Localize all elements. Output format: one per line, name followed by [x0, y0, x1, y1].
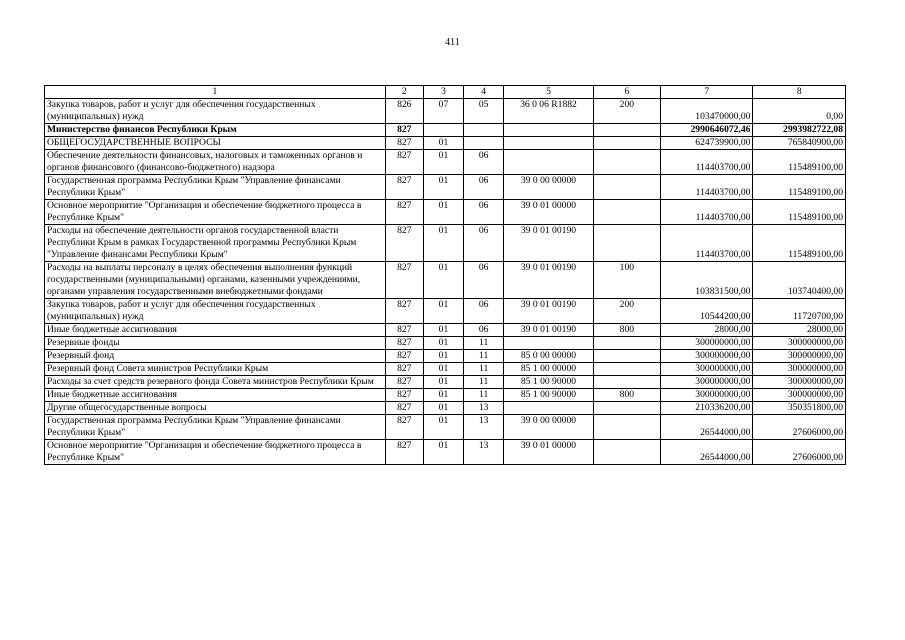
page-number: 411: [445, 37, 460, 48]
row-subsection-cell: 06: [464, 299, 504, 324]
row-section-cell: 01: [423, 376, 463, 389]
table-row: [45, 137, 846, 150]
row-name-cell: Государственная программа Республики Крым "Управление финансами Республики Крым": [45, 415, 386, 440]
row-amount-year1-cell: 10544200,00: [661, 299, 753, 324]
row-admin-code-cell: 827: [385, 324, 423, 337]
row-subsection-cell: 13: [464, 402, 504, 415]
table-row: [45, 150, 846, 175]
row-expense-type-cell: 100: [593, 262, 660, 299]
row-admin-code-cell: 827: [385, 225, 423, 262]
row-expense-type-cell: [593, 200, 660, 225]
row-subsection-cell: 05: [464, 99, 504, 124]
row-amount-year1-cell: 2990646072,46: [661, 124, 753, 137]
table-row: [45, 402, 846, 415]
row-section-cell: 01: [423, 324, 463, 337]
row-section-cell: 01: [423, 440, 463, 465]
row-target-article-cell: 85 0 00 00000: [504, 350, 593, 363]
row-expense-type-cell: 200: [593, 99, 660, 124]
row-amount-year1-cell: 114403700,00: [661, 175, 753, 200]
row-amount-year2-cell: 28000,00: [753, 324, 846, 337]
row-section-cell: [423, 124, 463, 137]
row-expense-type-cell: [593, 137, 660, 150]
row-expense-type-cell: [593, 440, 660, 465]
row-section-cell: 01: [423, 175, 463, 200]
row-expense-type-cell: [593, 225, 660, 262]
row-section-cell: 01: [423, 415, 463, 440]
table-row: [45, 99, 846, 124]
row-section-cell: 01: [423, 137, 463, 150]
row-target-article-cell: 36 0 06 R1882: [504, 99, 593, 124]
row-name-cell: Расходы на выплаты персоналу в целях обеспечения выполнения функций государственными (муниципальными) органами, казенными учреждениями, органами управления государственными внебюджетными фондами: [45, 262, 386, 299]
row-amount-year1-cell: 300000000,00: [661, 376, 753, 389]
row-amount-year2-cell: 115489100,00: [753, 200, 846, 225]
row-subsection-cell: 06: [464, 324, 504, 337]
row-target-article-cell: [504, 150, 593, 175]
col-header-3: 3: [423, 86, 463, 99]
row-amount-year1-cell: 300000000,00: [661, 363, 753, 376]
row-admin-code-cell: 827: [385, 389, 423, 402]
row-amount-year2-cell: 300000000,00: [753, 350, 846, 363]
row-target-article-cell: 39 0 01 00190: [504, 225, 593, 262]
row-target-article-cell: 85 1 00 90000: [504, 389, 593, 402]
row-admin-code-cell: 827: [385, 350, 423, 363]
row-amount-year1-cell: 28000,00: [661, 324, 753, 337]
row-name-cell: Иные бюджетные ассигнования: [45, 324, 386, 337]
row-amount-year2-cell: 115489100,00: [753, 150, 846, 175]
row-amount-year2-cell: 103740400,00: [753, 262, 846, 299]
row-target-article-cell: 39 0 01 00190: [504, 262, 593, 299]
row-expense-type-cell: [593, 175, 660, 200]
row-amount-year2-cell: 27606000,00: [753, 440, 846, 465]
row-subsection-cell: 11: [464, 376, 504, 389]
row-section-cell: 01: [423, 337, 463, 350]
row-expense-type-cell: [593, 363, 660, 376]
row-target-article-cell: 85 1 00 90000: [504, 376, 593, 389]
row-amount-year1-cell: 26544000,00: [661, 440, 753, 465]
row-admin-code-cell: 827: [385, 440, 423, 465]
row-subsection-cell: [464, 137, 504, 150]
row-subsection-cell: 11: [464, 337, 504, 350]
row-target-article-cell: 39 0 01 00190: [504, 324, 593, 337]
row-admin-code-cell: 827: [385, 262, 423, 299]
table-row: [45, 175, 846, 200]
row-admin-code-cell: 827: [385, 200, 423, 225]
row-amount-year1-cell: 300000000,00: [661, 350, 753, 363]
col-header-4: 4: [464, 86, 504, 99]
row-name-cell: Закупка товаров, работ и услуг для обеспечения государственных (муниципальных) нужд: [45, 299, 386, 324]
budget-table: [44, 85, 846, 465]
table-row: [45, 350, 846, 363]
table-row: [45, 389, 846, 402]
row-name-cell: Резервный фонд Совета министров Республики Крым: [45, 363, 386, 376]
row-amount-year1-cell: 300000000,00: [661, 389, 753, 402]
row-target-article-cell: [504, 124, 593, 137]
header-row: [45, 86, 846, 99]
row-subsection-cell: 11: [464, 350, 504, 363]
row-amount-year2-cell: 300000000,00: [753, 389, 846, 402]
row-name-cell: Обеспечение деятельности финансовых, налоговых и таможенных органов и органов финансового (финансово-бюджетного) надзора: [45, 150, 386, 175]
row-admin-code-cell: 827: [385, 124, 423, 137]
table-row: [45, 124, 846, 137]
row-admin-code-cell: 826: [385, 99, 423, 124]
row-admin-code-cell: 827: [385, 376, 423, 389]
table-row: [45, 225, 846, 262]
row-subsection-cell: 06: [464, 225, 504, 262]
col-header-1: 1: [45, 86, 386, 99]
col-header-2: 2: [385, 86, 423, 99]
row-section-cell: 01: [423, 389, 463, 402]
col-header-8: 8: [753, 86, 846, 99]
row-target-article-cell: 39 0 01 00000: [504, 440, 593, 465]
row-section-cell: 01: [423, 262, 463, 299]
row-section-cell: 01: [423, 402, 463, 415]
table-row: [45, 200, 846, 225]
row-name-cell: Резервные фонды: [45, 337, 386, 350]
row-name-cell: Расходы за счет средств резервного фонда Совета министров Республики Крым: [45, 376, 386, 389]
row-admin-code-cell: 827: [385, 363, 423, 376]
col-header-5: 5: [504, 86, 593, 99]
row-subsection-cell: 13: [464, 415, 504, 440]
row-name-cell: Закупка товаров, работ и услуг для обеспечения государственных (муниципальных) нужд: [45, 99, 386, 124]
row-name-cell: Государственная программа Республики Крым "Управление финансами Республики Крым": [45, 175, 386, 200]
row-subsection-cell: [464, 124, 504, 137]
row-section-cell: 01: [423, 363, 463, 376]
table-row: [45, 376, 846, 389]
table-row: [45, 363, 846, 376]
row-admin-code-cell: 827: [385, 415, 423, 440]
row-amount-year2-cell: 27606000,00: [753, 415, 846, 440]
row-expense-type-cell: 200: [593, 299, 660, 324]
row-section-cell: 01: [423, 350, 463, 363]
row-amount-year1-cell: 114403700,00: [661, 225, 753, 262]
row-subsection-cell: 06: [464, 200, 504, 225]
table-row: [45, 324, 846, 337]
row-section-cell: 01: [423, 225, 463, 262]
table-row: [45, 337, 846, 350]
row-expense-type-cell: 800: [593, 324, 660, 337]
row-admin-code-cell: 827: [385, 402, 423, 415]
row-expense-type-cell: [593, 337, 660, 350]
row-amount-year1-cell: 114403700,00: [661, 150, 753, 175]
row-expense-type-cell: [593, 415, 660, 440]
row-amount-year2-cell: 765840900,00: [753, 137, 846, 150]
row-target-article-cell: 39 0 00 00000: [504, 175, 593, 200]
row-amount-year2-cell: 11720700,00: [753, 299, 846, 324]
row-expense-type-cell: [593, 150, 660, 175]
row-amount-year2-cell: 300000000,00: [753, 363, 846, 376]
table-row: [45, 440, 846, 465]
row-section-cell: 01: [423, 150, 463, 175]
row-admin-code-cell: 827: [385, 150, 423, 175]
row-amount-year1-cell: 300000000,00: [661, 337, 753, 350]
row-expense-type-cell: [593, 124, 660, 137]
row-amount-year1-cell: 210336200,00: [661, 402, 753, 415]
row-target-article-cell: [504, 137, 593, 150]
row-section-cell: 01: [423, 200, 463, 225]
row-admin-code-cell: 827: [385, 299, 423, 324]
row-amount-year1-cell: 624739900,00: [661, 137, 753, 150]
row-amount-year2-cell: 2993982722,08: [753, 124, 846, 137]
row-name-cell: Расходы на обеспечение деятельности органов государственной власти Республики Крым в рамках Государственной программы Республики Крым "Управление финансами Республики Крым": [45, 225, 386, 262]
row-name-cell: Основное мероприятие "Организация и обеспечение бюджетного процесса в Республике Крым": [45, 200, 386, 225]
row-name-cell: Основное мероприятие "Организация и обеспечение бюджетного процесса в Республике Крым": [45, 440, 386, 465]
row-target-article-cell: 85 1 00 00000: [504, 363, 593, 376]
row-section-cell: 07: [423, 99, 463, 124]
row-name-cell: Резервный фонд: [45, 350, 386, 363]
row-name-cell: ОБЩЕГОСУДАРСТВЕННЫЕ ВОПРОСЫ: [45, 137, 386, 150]
row-subsection-cell: 11: [464, 363, 504, 376]
row-expense-type-cell: [593, 350, 660, 363]
row-name-cell: Другие общегосударственные вопросы: [45, 402, 386, 415]
row-subsection-cell: 06: [464, 175, 504, 200]
row-target-article-cell: 39 0 00 00000: [504, 415, 593, 440]
table-row: [45, 262, 846, 299]
row-target-article-cell: [504, 402, 593, 415]
row-target-article-cell: 39 0 01 00000: [504, 200, 593, 225]
row-amount-year2-cell: 300000000,00: [753, 337, 846, 350]
row-amount-year2-cell: 300000000,00: [753, 376, 846, 389]
row-name-cell: Министерство финансов Республики Крым: [45, 124, 386, 137]
row-subsection-cell: 06: [464, 150, 504, 175]
row-admin-code-cell: 827: [385, 175, 423, 200]
row-amount-year2-cell: 0,00: [753, 99, 846, 124]
row-subsection-cell: 06: [464, 262, 504, 299]
row-amount-year1-cell: 103831500,00: [661, 262, 753, 299]
col-header-7: 7: [661, 86, 753, 99]
row-expense-type-cell: 800: [593, 389, 660, 402]
row-amount-year1-cell: 114403700,00: [661, 200, 753, 225]
row-amount-year2-cell: 115489100,00: [753, 175, 846, 200]
row-amount-year2-cell: 350351800,00: [753, 402, 846, 415]
row-target-article-cell: 39 0 01 00190: [504, 299, 593, 324]
col-header-6: 6: [593, 86, 660, 99]
row-admin-code-cell: 827: [385, 137, 423, 150]
table-row: [45, 415, 846, 440]
row-amount-year2-cell: 115489100,00: [753, 225, 846, 262]
row-amount-year1-cell: 103470000,00: [661, 99, 753, 124]
table-row: [45, 299, 846, 324]
row-subsection-cell: 13: [464, 440, 504, 465]
row-name-cell: Иные бюджетные ассигнования: [45, 389, 386, 402]
row-amount-year1-cell: 26544000,00: [661, 415, 753, 440]
row-expense-type-cell: [593, 376, 660, 389]
row-section-cell: 01: [423, 299, 463, 324]
row-expense-type-cell: [593, 402, 660, 415]
row-target-article-cell: [504, 337, 593, 350]
row-subsection-cell: 11: [464, 389, 504, 402]
row-admin-code-cell: 827: [385, 337, 423, 350]
